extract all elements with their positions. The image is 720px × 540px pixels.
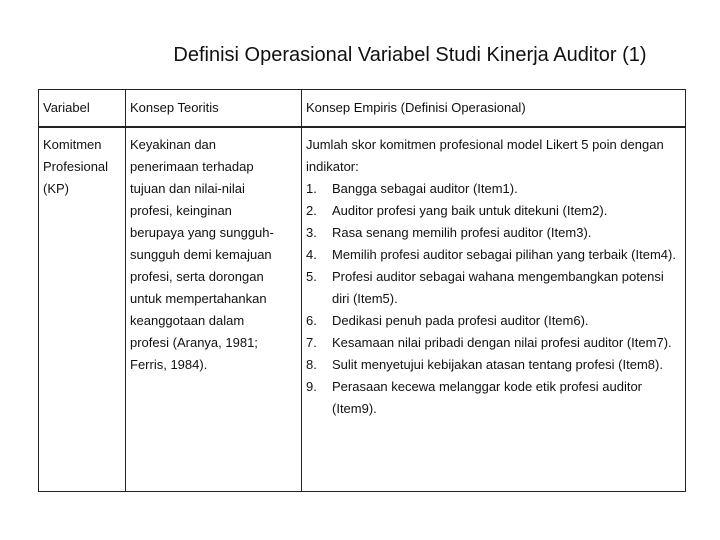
teoritis-line: profesi, keinginan [130,203,232,218]
teoritis-line: sungguh demi kemajuan [130,247,272,262]
list-item [306,310,681,332]
teoritis-line: berupaya yang sungguh- [130,225,274,240]
list-item [306,244,681,266]
empiris-intro: Jumlah skor komitmen profesional model Likert 5 poin dengan indikator: [306,137,664,174]
item-number: 2. [306,203,317,218]
cell-konsep-empiris [302,127,686,492]
list-item [306,222,681,244]
header-konsep-empiris: Konsep Empiris (Definisi Operasional) [302,90,686,128]
teoritis-line: keanggotaan dalam [130,313,245,328]
cell-konsep-teoritis [126,127,302,492]
item-text: Auditor profesi yang baik untuk ditekuni (Item2). [332,203,608,218]
item-text: Profesi auditor sebagai wahana mengembangkan potensi diri (Item5). [332,269,664,306]
variabel-line: Profesional [43,159,109,174]
teoritis-line: profesi, serta dorongan [130,269,264,284]
teoritis-line: tujuan dan nilai-nilai [130,181,245,196]
teoritis-line: penerimaan terhadap [130,159,254,174]
item-text: Memilih profesi auditor sebagai pilihan yang terbaik (Item4). [332,247,676,262]
list-item [306,266,681,310]
header-konsep-teoritis: Konsep Teoritis [126,90,302,128]
variabel-line: (KP) [43,181,69,196]
list-item [306,354,681,376]
item-number: 8. [306,357,317,372]
item-text: Dedikasi penuh pada profesi auditor (Item6). [332,313,589,328]
table-header-row [39,90,686,128]
list-item [306,376,681,420]
header-variabel: Variabel [39,90,126,128]
slide-title: Definisi Operasional Variabel Studi Kinerja Auditor (1) [173,44,647,66]
teoritis-line: untuk mempertahankan [130,291,267,306]
item-text: Bangga sebagai auditor (Item1). [332,181,518,196]
item-text: Sulit menyetujui kebijakan atasan tentang profesi (Item8). [332,357,663,372]
operational-definition-table [38,89,686,492]
teoritis-line: profesi (Aranya, 1981; [130,335,258,350]
list-item [306,332,681,354]
variabel-line: Komitmen [43,137,102,152]
list-item [306,200,681,222]
indicator-list [306,178,681,420]
teoritis-line: Ferris, 1984). [130,357,208,372]
item-text: Rasa senang memilih profesi auditor (Item3). [332,225,592,240]
item-number: 9. [306,379,317,394]
teoritis-line: Keyakinan dan [130,137,217,152]
item-number: 7. [306,335,317,350]
table-row [39,127,686,492]
list-item [306,178,681,200]
item-text: Kesamaan nilai pribadi dengan nilai profesi auditor (Item7). [332,335,672,350]
item-number: 3. [306,225,317,240]
item-number: 6. [306,313,317,328]
item-number: 1. [306,181,317,196]
item-number: 5. [306,269,317,284]
item-text: Perasaan kecewa melanggar kode etik profesi auditor (Item9). [332,379,643,416]
cell-variabel [39,127,126,492]
item-number: 4. [306,247,317,262]
